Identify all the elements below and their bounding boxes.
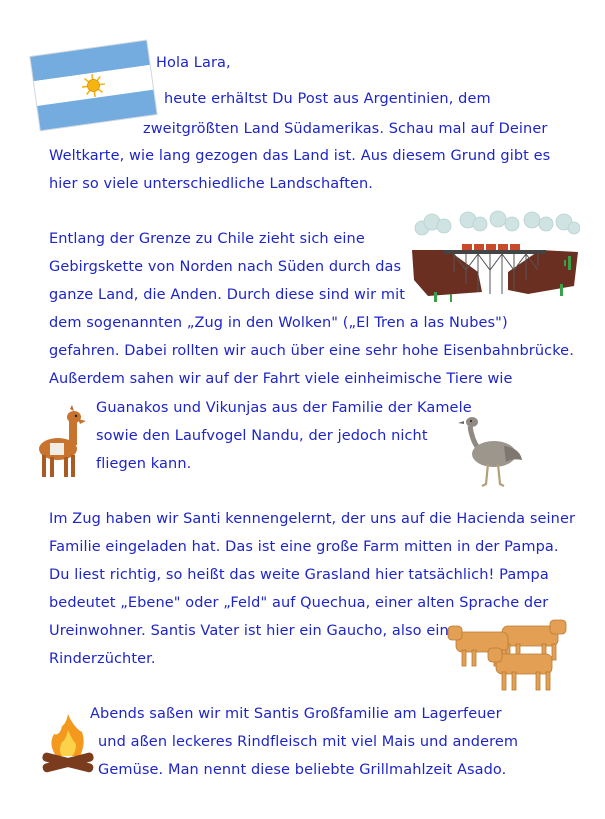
para2-line-7: Guanakos und Vikunjas aus der Familie der Kamele [96, 400, 472, 416]
para2-line-2: Gebirgskette von Norden nach Süden durch das [49, 259, 402, 275]
para2-line-1: Entlang der Grenze zu Chile zieht sich eine [49, 231, 365, 247]
para3-line-2: Familie eingeladen hat. Das ist eine große Farm mitten in der Pampa. [49, 539, 559, 555]
campfire-icon [40, 710, 96, 782]
para1-line-4: hier so viele unterschiedliche Landschaften. [49, 176, 374, 192]
llama-icon [34, 405, 90, 481]
argentina-flag-icon [28, 30, 158, 134]
para2-line-3: ganze Land, die Anden. Durch diese sind wir mit [49, 287, 405, 303]
railway-bridge-icon [408, 210, 580, 306]
para2-line-5: gefahren. Dabei rollten wir auch über eine sehr hohe Eisenbahnbrücke. [49, 343, 574, 359]
para2-line-6: Außerdem sahen wir auf der Fahrt viele einheimische Tiere wie [49, 371, 513, 387]
para3-line-6: Rinderzüchter. [49, 651, 156, 667]
para1-line-3: Weltkarte, wie lang gezogen das Land ist. Aus diesem Grund gibt es [49, 148, 551, 164]
para3-line-4: bedeutet „Ebene" oder „Feld" auf Quechua, einer alten Sprache der [49, 595, 549, 611]
para3-line-1: Im Zug haben wir Santi kennengelernt, der uns auf die Hacienda seiner [49, 511, 576, 527]
rhea-bird-icon [458, 414, 528, 488]
para2-line-4: dem sogenannten „Zug in den Wolken" („El Tren a las Nubes") [49, 315, 508, 331]
cattle-icon [446, 614, 574, 692]
para3-line-5: Ureinwohner. Santis Vater ist hier ein Gaucho, also ein [49, 623, 449, 639]
para1-line-2: zweitgrößten Land Südamerikas. Schau mal auf Deiner [143, 121, 548, 137]
para3-line-3: Du liest richtig, so heißt das weite Grasland hier tatsächlich! Pampa [49, 567, 549, 583]
para4-line-3: Gemüse. Man nennt diese beliebte Grillmahlzeit Asado. [98, 762, 507, 778]
para4-line-1: Abends saßen wir mit Santis Großfamilie am Lagerfeuer [90, 706, 502, 722]
para2-line-8: sowie den Laufvogel Nandu, der jedoch nicht [96, 428, 428, 444]
greeting: Hola Lara, [156, 55, 231, 71]
para4-line-2: und aßen leckeres Rindfleisch mit viel Mais und anderem [98, 734, 519, 750]
para1-line-1: heute erhältst Du Post aus Argentinien, dem [164, 91, 491, 107]
para2-line-9: fliegen kann. [96, 456, 192, 472]
